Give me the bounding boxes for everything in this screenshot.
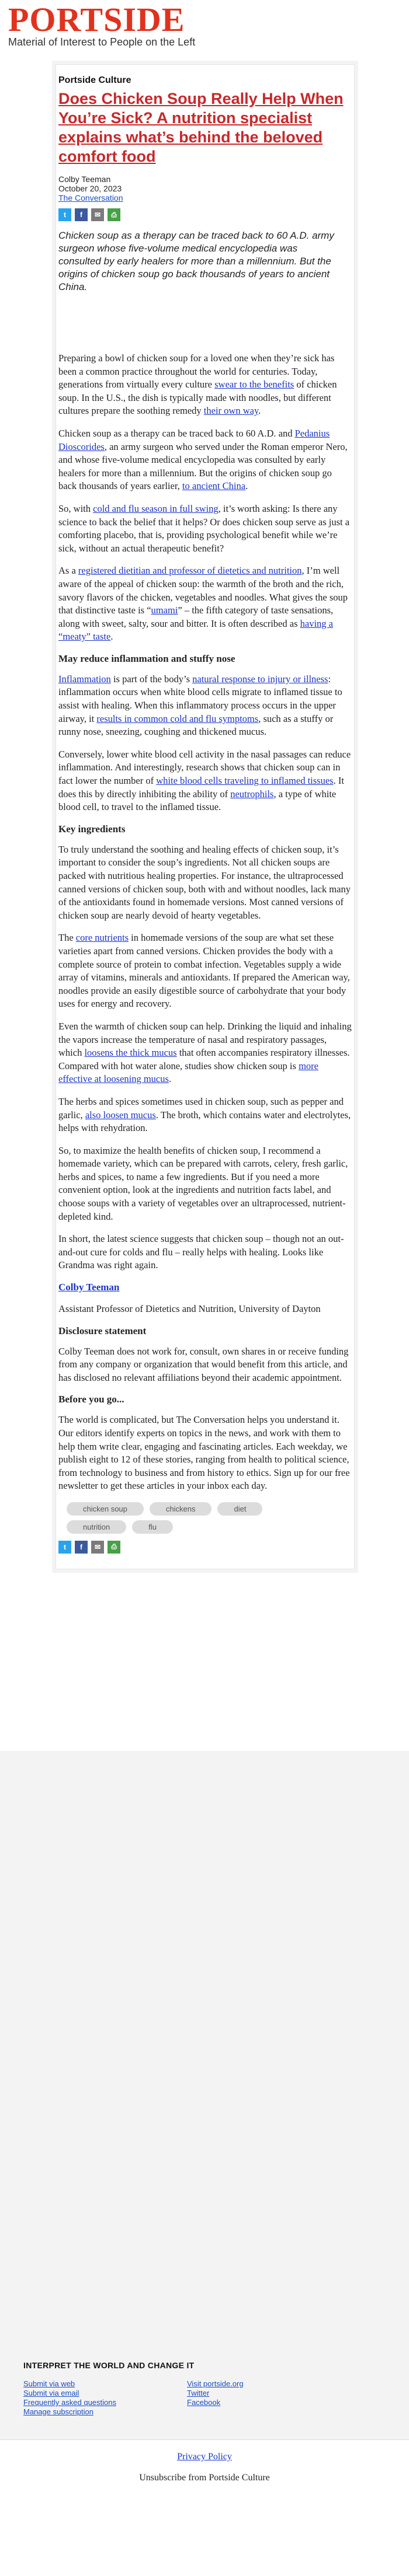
paragraph: The core nutrients in homemade versions of the soup are what set these varieties apart from canned versions. Chicken provides the body with a complete source of protein to combat infection. Vegetables supply a wide array of vitamins, minerals and antioxidants. If prepared the American way, noodles provide an easily digestible source of carbohydrate that your body uses for energy and recovery.	[58, 932, 350, 1010]
unsubscribe-text[interactable]: Unsubscribe from Portside Culture	[139, 2473, 270, 2483]
author-line: Colby Teeman	[58, 174, 111, 184]
inline-link[interactable]: results in common cold and flu symptoms	[96, 713, 259, 724]
facebook-icon[interactable]: f	[75, 1541, 88, 1554]
twitter-icon[interactable]: t	[58, 208, 71, 221]
byline	[58, 174, 352, 203]
paragraph: As a registered dietitian and professor of dietetics and nutrition, I’m well aware of the appeal of chicken soup: the warmth of the broth and the rich, savory flavors of the chicken, vegetables and noodles. What gives the soup that distinctive taste is “umami” – the fifth category of taste sensations, along with sweet, salty, sour and bitter. It is often described as having a “meaty” taste.	[58, 565, 348, 643]
subheading-before-you-go: Before you go...	[58, 1394, 124, 1405]
footer-col-social	[187, 2379, 351, 2417]
source-link[interactable]: The Conversation	[58, 193, 123, 203]
article-body	[58, 352, 352, 1493]
portside-logo[interactable]: PORTSIDE	[8, 1, 185, 39]
inline-link[interactable]: their own way	[203, 405, 259, 417]
submit-email-link[interactable]: Submit via email	[23, 2389, 79, 2397]
paragraph: Preparing a bowl of chicken soup for a loved one when they’re sick has been a common practice throughout the world for centuries. Today, generations from virtually every culture swear to the benefits of chicken soup. In the U.S., the dish is typically made with noodles, but different cultures prepare the soothing remedy their own way.	[58, 352, 337, 417]
disclosure-text: Colby Teeman does not work for, consult, own shares in or receive funding from any company or organization that would benefit from this article, and has disclosed no relevant affiliations beyond their academic appointment.	[58, 1345, 349, 1383]
inline-link[interactable]: neutrophils	[230, 788, 274, 800]
privacy-policy-link[interactable]: Privacy Policy	[177, 2452, 232, 2462]
tag-chicken-soup[interactable]: chicken soup	[67, 1502, 144, 1516]
print-icon[interactable]: ⎙	[108, 208, 120, 221]
paragraph: Conversely, lower white blood cell activity in the nasal passages can reduce inflammation. And interestingly, research shows that chicken soup can in fact lower the number of white blood cells traveling to inflamed tissues. It does this by directly inhibiting the ability of neutrophils, a type of white blood cell, to travel to the inflamed tissue.	[58, 748, 351, 813]
paragraph: So, with cold and flu season in full swing, it’s worth asking: Is there any science to back the belief that it helps? Or does chicken soup serve as just a comforting placebo, that is, providing psychological benefit while we’re sick, without an actual therapeutic benefit?	[58, 502, 350, 554]
inline-link[interactable]: natural response to injury or illness	[192, 673, 328, 685]
paragraph: In short, the latest science suggests that chicken soup – though not an out-and-out cure for colds and flu – really helps with healing. Looks like Grandma was right again.	[58, 1233, 344, 1271]
email-icon[interactable]: ✉	[91, 208, 104, 221]
author-link[interactable]: Colby Teeman	[58, 1282, 120, 1293]
subheading-disclosure: Disclosure statement	[58, 1325, 147, 1336]
inline-link[interactable]: more effective at loosening mucus	[58, 1060, 318, 1085]
twitter-link[interactable]: Twitter	[187, 2389, 210, 2397]
tag-flu[interactable]: flu	[132, 1520, 173, 1534]
subheading-inflammation: May reduce inflammation and stuffy nose	[58, 652, 235, 664]
paragraph: To truly understand the soothing and healing effects of chicken soup, it’s important to consider the soup’s ingredients. Not all chicken soups are packed with nutritious healing properties. For instance, the ultraprocessed canned versions of chicken soup, both with and without noodles, lack many of the antioxidants found in homemade versions. Most canned versions of chicken soup are nearly devoid of hearty vegetables.	[58, 843, 351, 921]
tagline: Material of Interest to People on the Left	[8, 36, 196, 48]
footer-links	[23, 2361, 386, 2417]
article-dek: Chicken soup as a therapy can be traced back to 60 A.D. army surgeon whose five-volume medical encyclopedia was consulted by early healers for more than a millennium. But the origins of chicken soup go back thousands of years to ancient China.	[58, 230, 334, 292]
inline-link[interactable]: umami	[151, 605, 178, 616]
twitter-icon[interactable]: t	[58, 1541, 71, 1554]
footer-col-submit	[23, 2379, 187, 2417]
inline-link[interactable]: cold and flu season in full swing	[93, 502, 219, 514]
paragraph: The herbs and spices sometimes used in chicken soup, such as pepper and garlic, also loosen mucus. The broth, which contains water and electrolytes, helps with rehydration.	[58, 1095, 351, 1134]
paragraph: Inflammation is part of the body’s natural response to injury or illness: inflammation occurs when white blood cells migrate to inflamed tissue to assist with healing. When this inflammatory process occurs in the upper airway, it results in common cold and flu symptoms, such as a stuffy or runny nose, sneezing, coughing and thickened mucus.	[58, 673, 342, 738]
tag-list	[67, 1502, 300, 1534]
inline-link[interactable]: registered dietitian and professor of dietetics and nutrition	[78, 565, 302, 577]
subheading-ingredients: Key ingredients	[58, 823, 126, 835]
visit-portside-link[interactable]: Visit portside.org	[187, 2379, 244, 2388]
before-you-go-text: The world is complicated, but The Conversation helps you understand it. Our editors identify experts on topics in the news, and work with them to help them write clear, engaging and fascinating articles. Each weekday, we publish eight to 12 of these stories, ranging from health to political science, from technology to business and from history to ethics. Sign up for our free newsletter to get these articles in your inbox each day.	[58, 1414, 350, 1492]
paragraph: Even the warmth of chicken soup can help. Drinking the liquid and inhaling the vapors increase the temperature of nasal and respiratory passages, which loosens the thick mucus that often accompanies respiratory illnesses. Compared with hot water alone, studies show chicken soup is more effective at loosening mucus.	[58, 1020, 352, 1085]
inline-link[interactable]: white blood cells traveling to inflamed tissues	[156, 775, 334, 787]
inline-link[interactable]: core nutrients	[75, 932, 129, 944]
bottom-bar	[0, 2439, 409, 2576]
masthead	[0, 0, 409, 48]
tag-chickens[interactable]: chickens	[150, 1502, 212, 1516]
submit-web-link[interactable]: Submit via web	[23, 2379, 75, 2388]
inline-link[interactable]: having a “meaty” taste	[58, 617, 333, 643]
facebook-icon[interactable]: f	[75, 208, 88, 221]
article-card	[56, 64, 355, 1569]
inline-link[interactable]: loosens the thick mucus	[84, 1047, 177, 1059]
paragraph: So, to maximize the health benefits of chicken soup, I recommend a homemade variety, which can be prepared with carrots, celery, fresh garlic, herbs and spices, to name a few ingredients. But if you need a more convenient option, look at the ingredients and nutrition facts label, and choose soups with a variety of vegetables over an ultraprocessed, nutrient-depleted kind.	[58, 1144, 348, 1222]
share-buttons-top	[58, 208, 352, 221]
inline-link[interactable]: Inflammation	[58, 673, 111, 685]
print-icon[interactable]: ⎙	[108, 1541, 120, 1554]
tag-diet[interactable]: diet	[217, 1502, 262, 1516]
section-label: Portside Culture	[58, 75, 131, 85]
inline-link[interactable]: also loosen mucus	[85, 1109, 156, 1121]
inline-link[interactable]: swear to the benefits	[214, 379, 294, 390]
faq-link[interactable]: Frequently asked questions	[23, 2398, 116, 2407]
share-buttons-bottom	[58, 1541, 352, 1554]
footer-background	[0, 1751, 409, 2439]
tag-nutrition[interactable]: nutrition	[67, 1520, 126, 1534]
manage-subscription-link[interactable]: Manage subscription	[23, 2407, 93, 2416]
inline-link[interactable]: Pedanius Dioscorides	[58, 427, 330, 452]
facebook-link[interactable]: Facebook	[187, 2398, 221, 2407]
date-line: October 20, 2023	[58, 184, 122, 193]
inline-link[interactable]: to ancient China	[182, 480, 246, 492]
email-icon[interactable]: ✉	[91, 1541, 104, 1554]
paragraph: Chicken soup as a therapy can be traced back to 60 A.D. and Pedanius Dioscorides, an army surgeon who served under the Roman emperor Nero, and whose five-volume medical encyclopedia was consulted by early healers for more than a millennium. But the origins of chicken soup go back thousands of years earlier, to ancient China.	[58, 427, 348, 492]
author-bio: Assistant Professor of Dietetics and Nutrition, University of Dayton	[58, 1303, 321, 1315]
article-headline[interactable]: Does Chicken Soup Really Help When You’re Sick? A nutrition specialist explains what’s behind the beloved comfort food	[58, 90, 344, 165]
footer-heading: INTERPRET THE WORLD AND CHANGE IT	[23, 2361, 195, 2370]
